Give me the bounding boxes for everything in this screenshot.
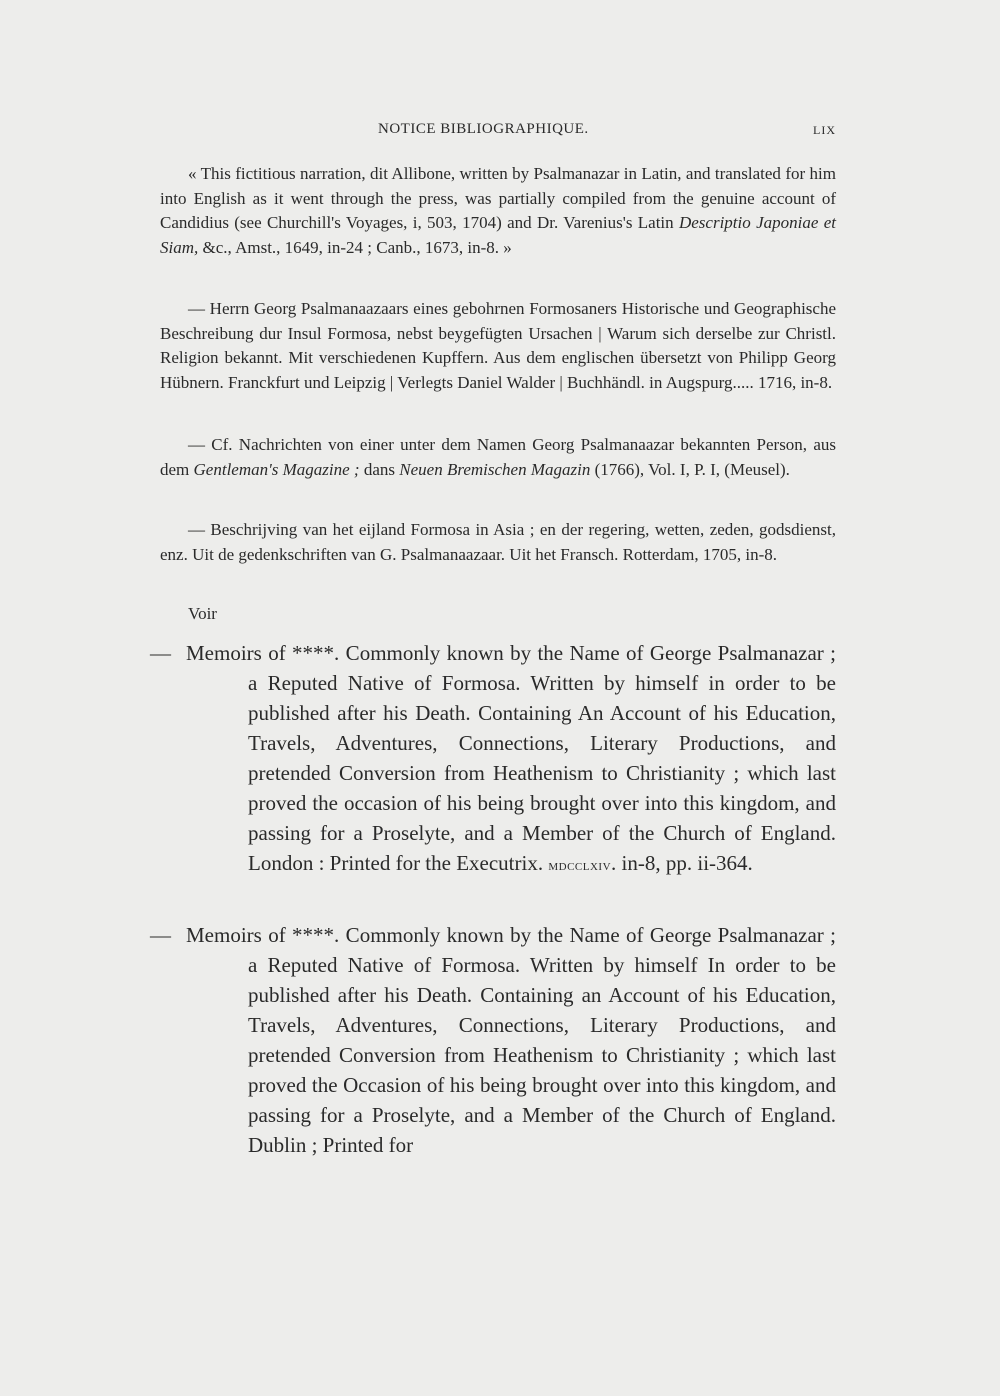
entry-memoirs-london [150, 638, 836, 881]
german-edition-text: — Herrn Georg Psalmanaazaars eines gebohrnen Formosaners Historische und Geographische Beschreibung dur Insul Formosa, nebst beygefügten Ursachen | Warum sich derselbe zur Christl. Religion bekannt. Mit verschiedenen Kupffern. Aus dem englischen übersetzt von Philipp Georg Hübnern. Franckfurt und Leipzig | Verlegts Daniel Walder | Buchhändl. in Augspurg..... 1716, in-8. [160, 299, 836, 392]
page-title: NOTICE BIBLIOGRAPHIQUE. [378, 121, 589, 137]
paragraph-nachrichten [160, 433, 836, 482]
entry-dublin-text: Memoirs of ****. Commonly known by the Name of George Psalmanazar ; a Reputed Native of Formosa. Written by himself In order to be published after his Death. Containing an Account of his Education, Travels, Adventures, Connections, Literary Productions, and pretended Conversion from Heathenism to Christianity ; which last proved the Occasion of his being brought over into this kingdom, and passing for a Proselyte, and a Member of the Church of England. Dublin ; Printed for [186, 923, 836, 1157]
entry-body [150, 638, 836, 881]
entry-memoirs-dublin [150, 920, 836, 1160]
nachrichten-text-b: dans [359, 459, 400, 479]
paragraph-german-edition [160, 297, 836, 395]
nachrichten-text-a: — Cf. Nachrichten von einer unter dem Namen Georg Psalmanaazar bekannten Person, aus dem [160, 435, 836, 479]
dutch-edition-text: — Beschrijving van het eijland Formosa in Asia ; en der regering, wetten, zeden, godsdienst, enz. Uit de gedenkschriften van G. Psalmanaazaar. Uit het Fransch. Rotterdam, 1705, in-8. [160, 520, 836, 564]
nachrichten-italic-2: Neuen Bremischen Magazin [399, 459, 591, 479]
entry-london-text-a: Memoirs of ****. Commonly known by the Name of George Psalmanazar ; a Reputed Native of Formosa. Written by himself in order to be published after his Death. Containing An Account of his Education, Travels, Adventures, Connections, Literary Productions, and pretended Conversion from Heathenism to Christianity ; which last proved the occasion of his being brought over into this kingdom, and passing for a Proselyte, and a Member of the Church of England. London : Printed for the Executrix. [186, 641, 836, 875]
entry-london-text-b: . in-8, pp. ii-364. [611, 851, 753, 875]
entry-dash: — [150, 923, 171, 947]
running-head [160, 121, 836, 143]
quote-text-a: « This fictitious narration, dit Allibone, written by Psalmanazar in Latin, and translated for him into English as it went through the press, was partially compiled from the genuine account of Candidius (see Churchill's Voyages, i, 503, 1704) and Dr. Varenius's Latin [160, 164, 836, 232]
entry-dash: — [150, 641, 171, 665]
paragraph-dutch-edition [160, 518, 836, 567]
nachrichten-text-c: (1766), Vol. I, P. I, (Meusel). [590, 459, 790, 479]
entry-london-date: mdcclxiv [548, 858, 612, 874]
page-number: LIX [813, 123, 836, 137]
quote-text-b: &c., Amst., 1649, in-24 ; Canb., 1673, in-8. » [198, 237, 512, 257]
paragraph-allibone-quote [160, 162, 836, 260]
nachrichten-italic-1: Gentleman's Magazine ; [193, 459, 360, 479]
voir-label: Voir [188, 604, 217, 623]
quote-italic-title: Descriptio Japoniae et Siam, [160, 213, 836, 257]
entry-body [150, 920, 836, 1160]
